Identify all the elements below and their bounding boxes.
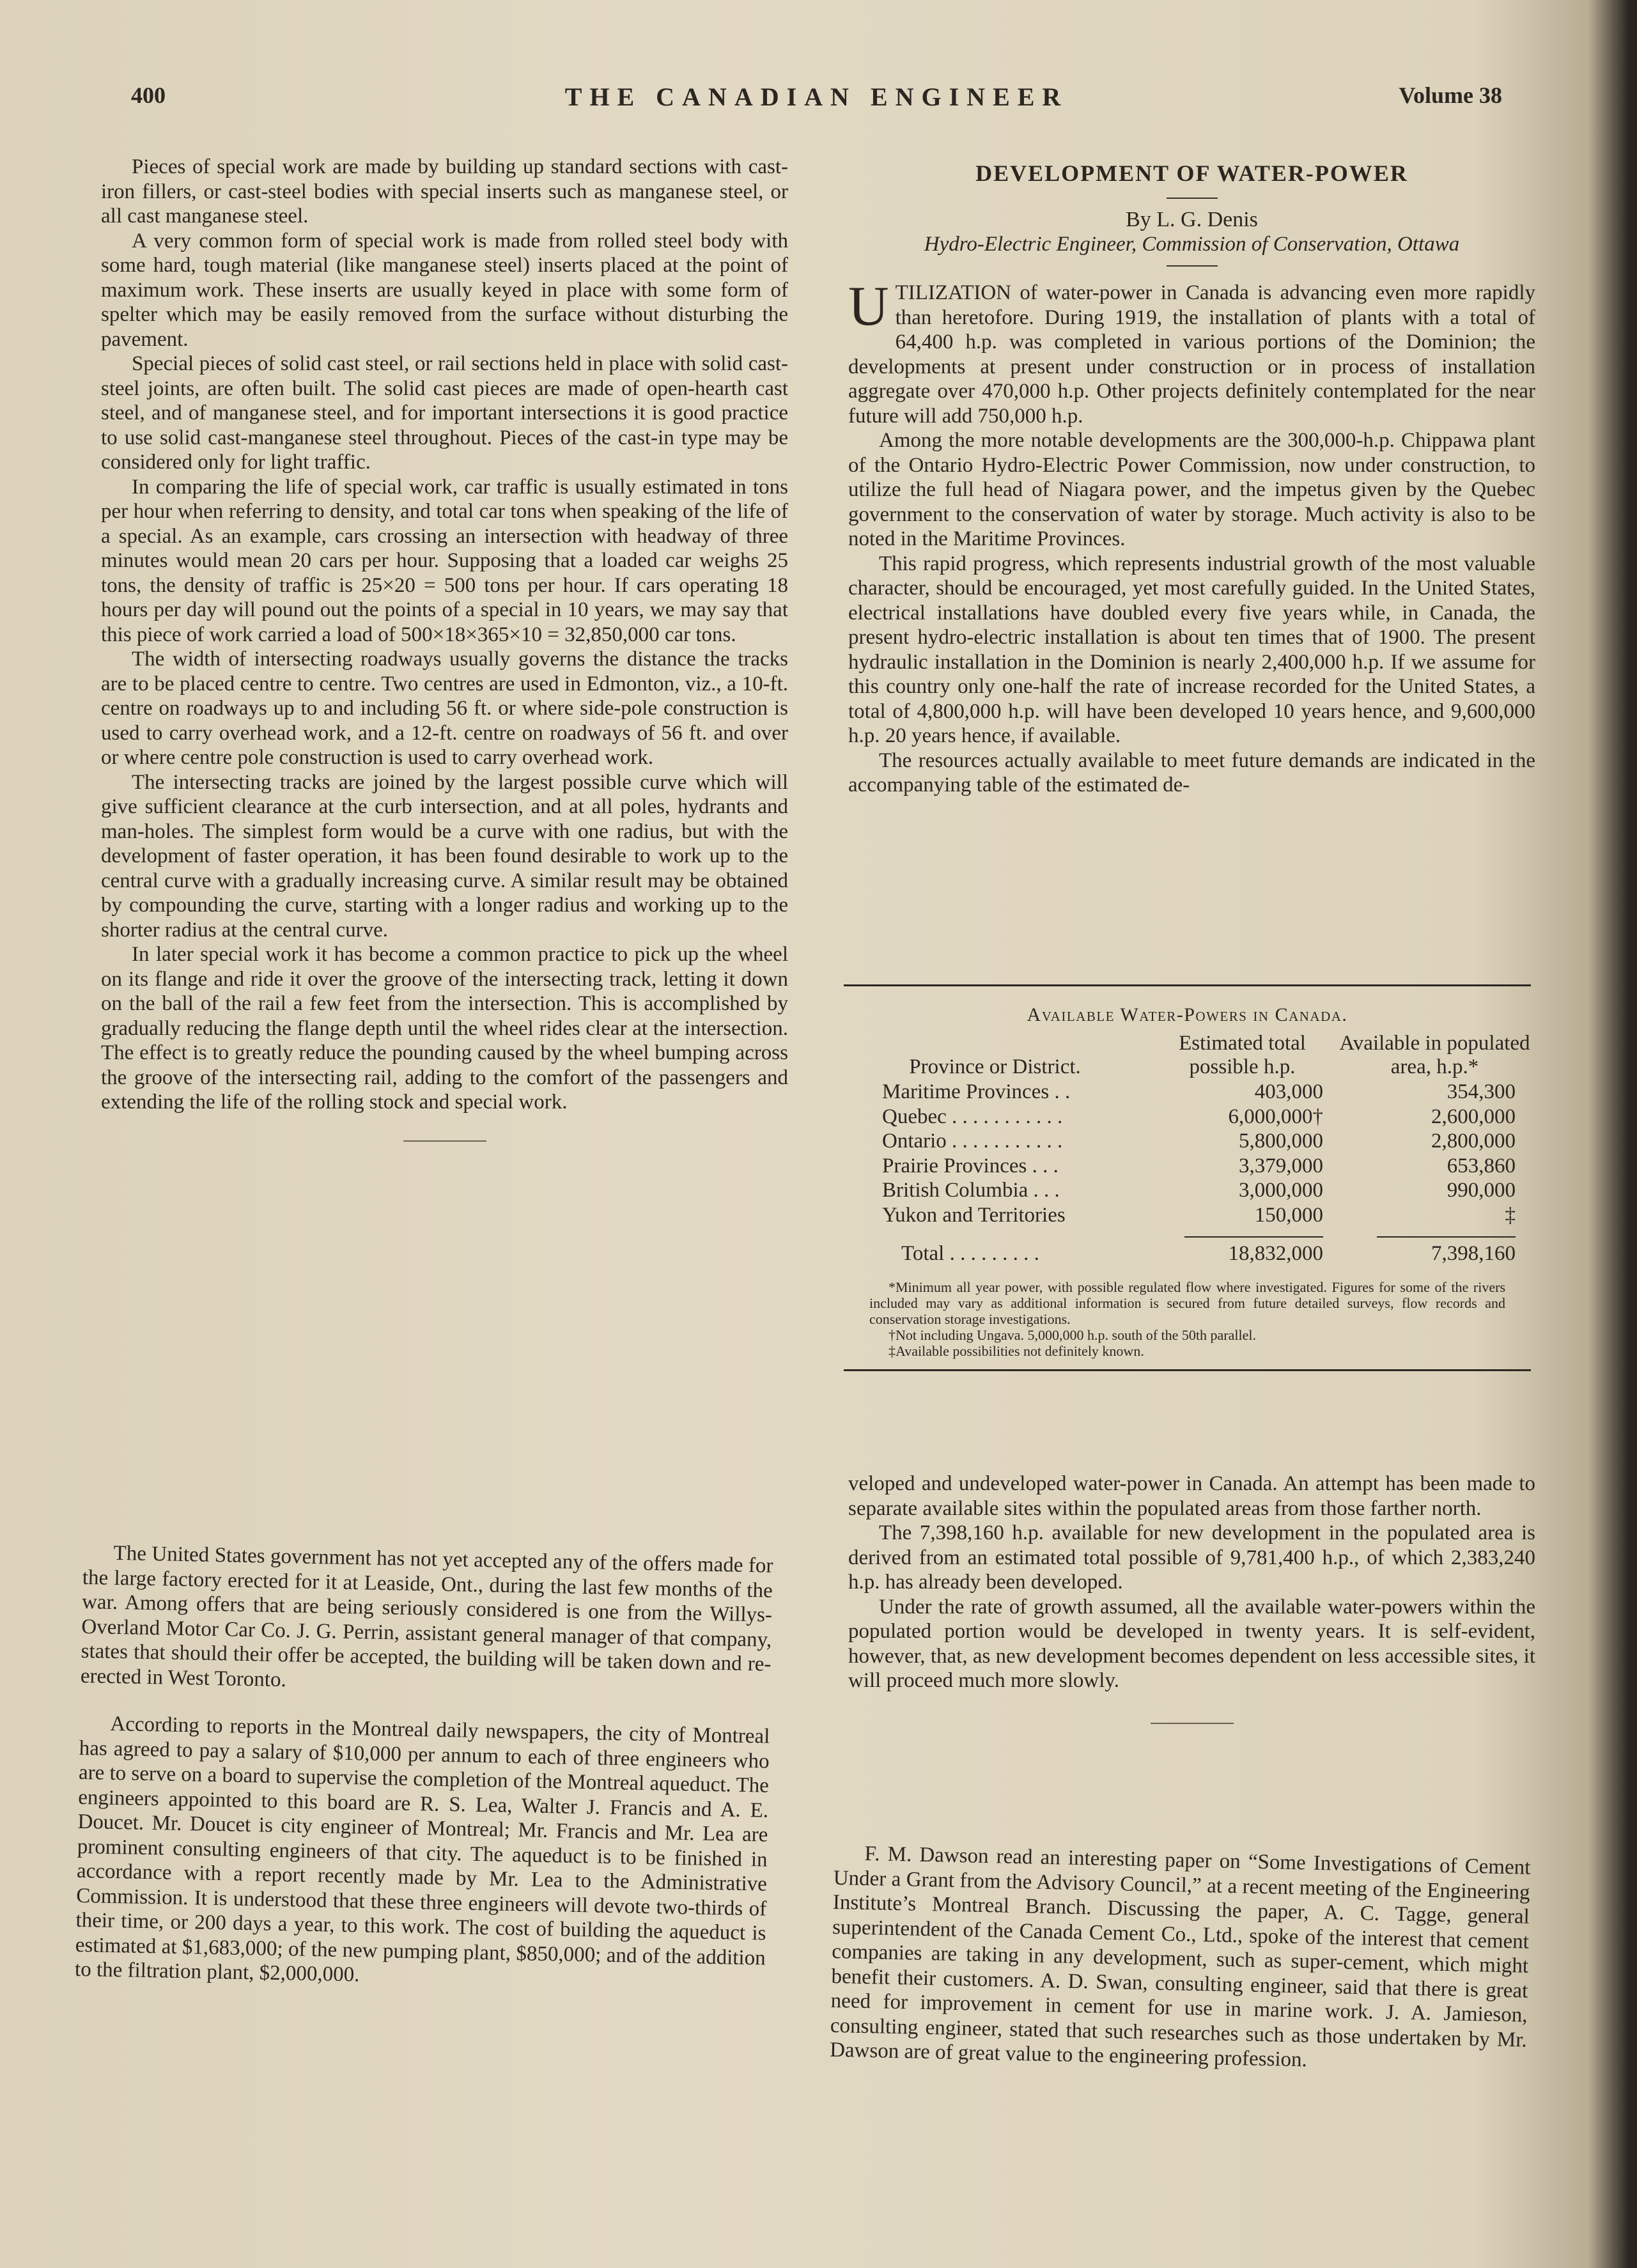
byline-rule: [1167, 265, 1218, 267]
paragraph: A very common form of special work is made from rolled steel body with some hard, tough material (like manganese steel) inserts placed at the point of maximum work. These inserts are usually keyed in place with some form of spelter which may be easily removed from the surface without disturbing the pavement.: [101, 229, 788, 351]
data-table: [844, 1031, 1531, 1266]
paragraph: The 7,398,160 h.p. available for new development in the populated area is derived from an estimated total possible of 9,781,400 h.p., of which 2,383,240 h.p. has already been developed.: [848, 1521, 1535, 1594]
author-affiliation: Hydro-Electric Engineer, Commission of Conservation, Ottawa: [924, 233, 1460, 256]
cell-available: 2,800,000: [1431, 1130, 1516, 1153]
footnote: †Not including Ungava. 5,000,000 h.p. south of the 50th parallel.: [888, 1326, 1256, 1343]
table-sum-spacer: [844, 1227, 1531, 1238]
cell-province: Yukon and Territories: [882, 1203, 1066, 1227]
paragraph: The resources actually available to meet future demands are indicated in the accompanying table of the estimated de-: [848, 749, 1535, 796]
cell-total: 5,800,000: [1239, 1130, 1323, 1153]
news-item: F. M. Dawson read an interesting paper on “Some Investigations of Cement Under a Grant from the Advisory Council,” at a recent meeting of the Engineering Institute’s Montreal Branch. Discussing the paper, A. C. Tagge, general superintendent of the Canada Cement Co., Ltd., spoke of the interest that cement companies are taking in any development, such as super-cement, which might benefit their customers. A. D. Swan, consulting engineer, said that there is great need for improvement in cement for use in marine work. J. A. Jamieson, consulting engineer, stated that such researches such as those undertaken by Mr. Dawson are of great value to the engineering profession.: [829, 1842, 1531, 2072]
cell-province: Ontario . . . . . . . . . . .: [882, 1130, 1063, 1153]
cell-grand-total: 18,832,000: [1228, 1242, 1323, 1265]
cell-available: ‡: [1505, 1203, 1516, 1227]
section-divider: [403, 1140, 486, 1142]
paragraph: The width of intersecting roadways usually governs the distance the tracks are to be placed centre to centre. Two centres are used in Edmonton, viz., a 10-ft. centre on roadways up to and including 56 ft. or where side-pole construction is used to carry overhead work, and a 12-ft. centre on roadways of 56 ft. and over or where centre pole construction is used to carry overhead work.: [101, 648, 788, 769]
table-row: [844, 1080, 1531, 1105]
table-total-row: [844, 1238, 1531, 1266]
cell-total: 403,000: [1254, 1080, 1323, 1103]
col-header-total: Estimated total possible h.p.: [1179, 1032, 1306, 1078]
paragraph: Special pieces of solid cast steel, or rail sections held in place with solid cast-steel joints, are often built. The solid cast pieces are made of open-hearth cast steel, and of manganese steel, and for important intersections it is good practice to use solid cast-manganese steel throughout. Pieces of the cast-in type may be considered only for light traffic.: [101, 352, 788, 474]
col-header-province: Province or District.: [909, 1055, 1081, 1078]
footnote: *Minimum all year power, with possible regulated flow where investigated. Figures for some of the rivers included may vary as additional information is secured from future detailed surveys, flow records and conservation storage investigations.: [869, 1278, 1505, 1327]
water-power-table: [844, 984, 1531, 1371]
paragraph: The intersecting tracks are joined by the largest possible curve which will give sufficient clearance at the curb intersection, and at all poles, hydrants and man-holes. The simplest form would be a curve with one radius, but with the development of faster operation, it has been found desirable to work up to the central curve with a gradually increasing curve. A similar result may be obtained by compounding the curve, starting with a longer radius and working up to the shorter radius at the central curve.: [101, 770, 788, 942]
cell-total: 3,379,000: [1239, 1154, 1323, 1177]
journal-title: THE CANADIAN ENGINEER: [564, 82, 1069, 111]
col-header-available: Available in populated area, h.p.*: [1339, 1032, 1530, 1078]
volume-label: Volume 38: [1399, 82, 1502, 108]
right-column-continuation: [848, 1472, 1535, 1750]
paragraph: Among the more notable developments are the 300,000-h.p. Chippawa plant of the Ontario Hydro-Electric Power Commission, now under construction, to utilize the full head of Niagara power, and the impetus given by the Quebec government to the conservation of water by storage. Much activity is also to be noted in the Maritime Provinces.: [848, 429, 1535, 550]
drop-cap: U: [848, 276, 889, 338]
table-title: Available Water-Powers in Canada.: [1027, 1004, 1348, 1025]
left-column-news: [75, 1541, 773, 1995]
cell-total: 150,000: [1254, 1203, 1323, 1227]
table-footnotes: [869, 1279, 1505, 1359]
section-divider: [1151, 1723, 1234, 1724]
cell-province: British Columbia . . .: [882, 1179, 1060, 1202]
paragraph: Under the rate of growth assumed, all the available water-powers within the populated portion would be developed in twenty years. It is self-evident, however, that, as new development becomes dependent on less accessible sites, it will proceed much more slowly.: [848, 1595, 1535, 1692]
title-rule: [1167, 198, 1218, 199]
table-top-rule: [844, 984, 1531, 986]
table-row: [844, 1105, 1531, 1130]
page-header: [131, 82, 1502, 120]
right-column-article: [848, 161, 1535, 798]
news-item: According to reports in the Montreal daily newspapers, the city of Montreal has agreed to pay a salary of $10,000 per annum to each of three engineers who are to serve on a board to supervise the completion of the Montreal aqueduct. The engineers appointed to this board are R. S. Lea, Walter J. Francis and A. E. Doucet. Mr. Doucet is city engineer of Montreal; Mr. Francis and Mr. Lea are prominent consulting engineers of that city. The aqueduct is to be finished in accordance with a report recently made by Mr. Lea to the Administrative Commission. It is understood that these three engineers will devote two-thirds of their time, or 200 days a year, to this work. The cost of building the aqueduct is estimated at $1,683,000; of the new pumping plant, $850,000; and of the addition to the filtration plant, $2,000,000.: [74, 1712, 770, 1987]
footnote: ‡Available possibilities not definitely known.: [888, 1342, 1144, 1359]
cell-province: Maritime Provinces . .: [882, 1080, 1071, 1103]
cell-available: 354,300: [1447, 1080, 1516, 1103]
cell-grand-available: 7,398,160: [1431, 1242, 1516, 1265]
table-header-row: [844, 1031, 1531, 1080]
table-row: [844, 1178, 1531, 1203]
first-paragraph: [848, 276, 1535, 428]
cell-total: 6,000,000†: [1228, 1105, 1323, 1128]
paragraph: In later special work it has become a common practice to pick up the wheel on its flange and ride it over the groove of the intersecting track, letting it down on the ball of the rail a few feet from the intersection. This is accomplished by gradually reducing the flange depth until the wheel rides clear at the intersection. The effect is to greatly reduce the pounding caused by the wheel bumping across the groove of the intersecting rail, adding to the comfort of the passengers and extending the life of the rolling stock and special work.: [101, 943, 788, 1114]
right-column-news: [830, 1841, 1531, 2077]
cell-province: Prairie Provinces . . .: [882, 1154, 1059, 1177]
cell-available: 990,000: [1447, 1179, 1516, 1202]
cell-available: 653,860: [1447, 1154, 1516, 1177]
paragraph: veloped and undeveloped water-power in Canada. An attempt has been made to separate available sites within the populated areas from those farther north.: [848, 1472, 1535, 1520]
news-item: The United States government has not yet accepted any of the offers made for the large factory erected for it at Leaside, Ont., during the last few months of the war. Among offers that are being seriously considered is one from the Willys-Overland Motor Car Co. J. G. Perrin, assistant general manager of that company, states that should their offer be accepted, the building will be taken down and re-erected in West Toronto.: [80, 1541, 773, 1691]
left-column-article: [101, 155, 788, 1167]
article-title: DEVELOPMENT OF WATER-POWER: [975, 160, 1408, 186]
paragraph: In comparing the life of special work, car traffic is usually estimated in tons per hour when referring to density, and total car tons when speaking of the life of a special. As an example, cars crossing an intersection with headway of three minutes would mean 20 cars per hour. Supposing that a loaded car weighs 25 tons, the density of traffic is 25×20 = 500 tons per hour. If cars operating 18 hours per day will pound out the points of a special in 10 years, we may say that this piece of work carried a load of 500×18×365×10 = 32,850,000 car tons.: [101, 475, 788, 646]
first-paragraph-text: TILIZATION of water-power in Canada is advancing even more rapidly than heretofore. During 1919, the installation of plants with a total of 64,400 h.p. was completed in various portions of the Dominion; the developments at present under construction or in process of installation aggregate over 470,000 h.p. Other projects definitely contemplated for the near future will add 750,000 h.p.: [848, 281, 1535, 428]
page-number: 400: [131, 82, 166, 108]
paragraph: This rapid progress, which represents industrial growth of the most valuable character, should be encouraged, yet most carefully guided. In the United States, electrical installations have doubled every five years while, in Canada, the present hydro-electric installation is about ten times that of 1900. The present hydraulic installation in the Dominion is nearly 2,400,000 h.p. If we assume for this country only one-half the rate of increase recorded for the United States, a total of 4,800,000 h.p. will have been developed 10 years hence, and 9,600,000 h.p. 20 years hence, if available.: [848, 552, 1535, 747]
table-bottom-rule: [844, 1369, 1531, 1371]
cell-province: Quebec . . . . . . . . . . .: [882, 1105, 1063, 1128]
cell-total: 3,000,000: [1239, 1179, 1323, 1202]
cell-total-label: Total . . . . . . . . .: [901, 1242, 1039, 1265]
cell-available: 2,600,000: [1431, 1105, 1516, 1128]
table-row: [844, 1203, 1531, 1228]
table-row: [844, 1154, 1531, 1179]
article-byline: By L. G. Denis: [1126, 207, 1258, 231]
table-row: [844, 1129, 1531, 1154]
paragraph: Pieces of special work are made by building up standard sections with cast-iron fillers, or cast-steel bodies with special inserts such as manganese steel, or all cast manganese steel.: [101, 155, 788, 228]
